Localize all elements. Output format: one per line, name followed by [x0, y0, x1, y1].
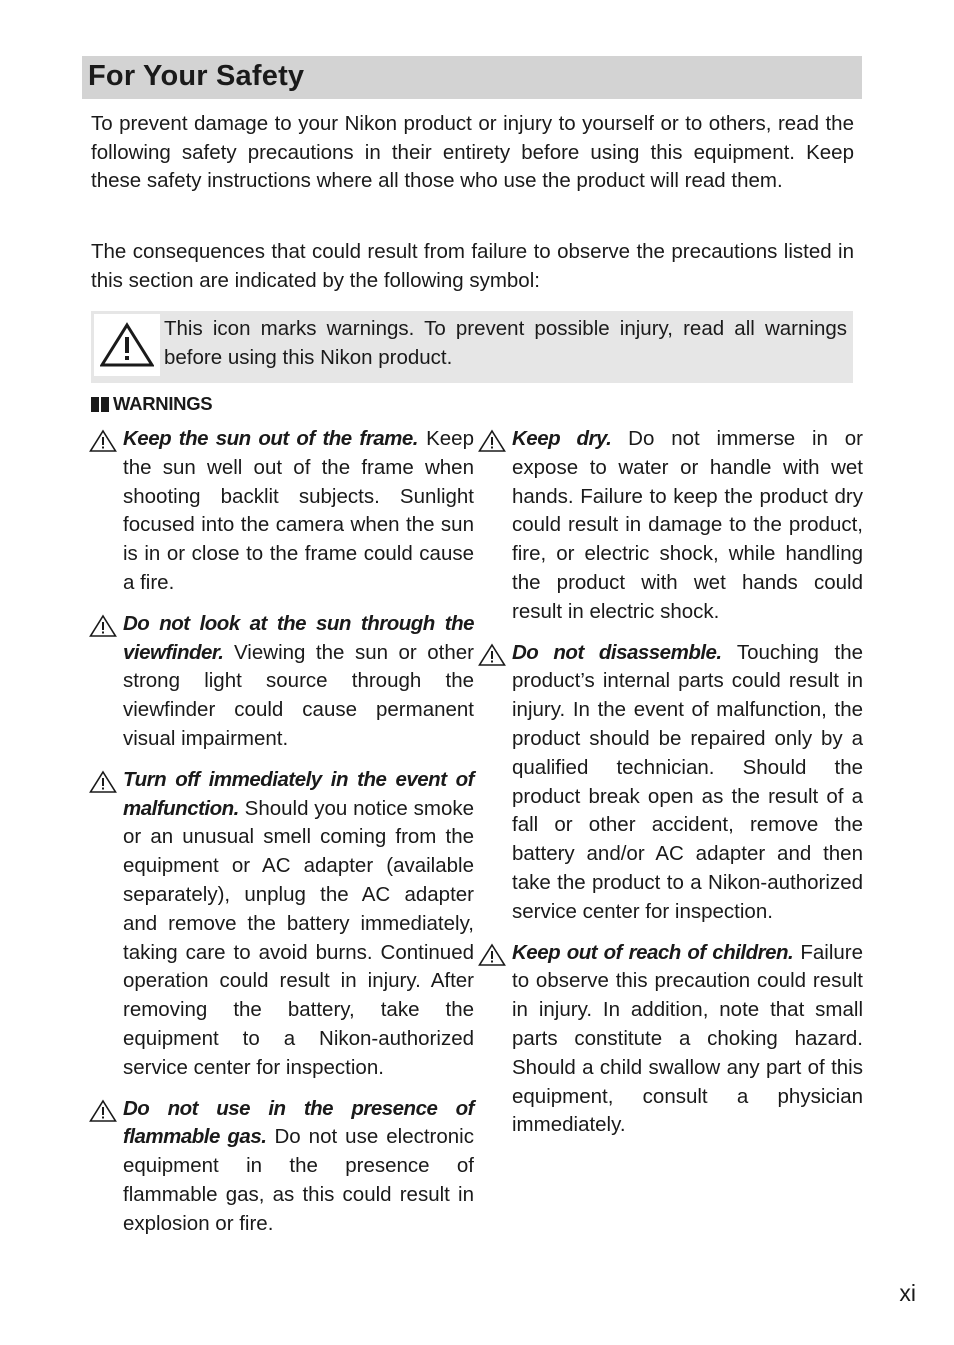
symbol-explanation-paragraph: The consequences that could result from failure to observe the precautions listed in this section are indicated by the following symbol: — [91, 240, 854, 292]
warning-triangle-icon — [89, 429, 117, 453]
warning-body: Viewing the sun or other strong light source through the viewfinder could cause permanent visual impairment. — [123, 640, 474, 750]
warnings-heading-label: WARNINGS — [113, 393, 213, 414]
callout-text: This icon marks warnings. To prevent possible injury, read all warnings before using this Nikon product. — [164, 317, 847, 369]
warning-triangle-icon — [478, 943, 506, 967]
warning-triangle-icon — [89, 770, 117, 794]
warning-item — [89, 1095, 474, 1239]
warning-body: Should you notice smoke or an unusual smell coming from the equipment or AC adapter (available separately), unplug the AC adapter and remove the battery immediately, taking care to avoid burns. Continued operation could result in injury. After removing the battery, take the equipment to a Nikon-authorized service center for inspection. — [123, 796, 474, 1079]
warning-item — [89, 766, 474, 1083]
warning-body: Do not immerse in or expose to water or handle with wet hands. Failure to keep the product dry could result in damage to the product, fire, or electric shock, while handling the product with wet hands could result in electric shock. — [512, 427, 863, 623]
intro-paragraph: To prevent damage to your Nikon product or injury to yourself or to others, read the following safety precautions in their entirety before using this equipment. Keep these safety instructions where all those who use the product will read them. — [91, 112, 854, 193]
warning-body: Touching the product’s internal parts could result in injury. In the event of malfunction, the product should be repaired only by a qualified technician. Should the product break open as the result of a fall or other accident, remove the battery and/or AC adapter and then take the product to a Nikon-authorized service center for inspection. — [512, 640, 863, 923]
warning-triangle-icon — [478, 643, 506, 667]
warning-item — [478, 939, 863, 1141]
warning-body: Do not use electronic equipment in the presence of flammable gas, as this could result in explosion or fire. — [123, 1125, 474, 1235]
warnings-left-column — [89, 425, 474, 1251]
warning-title: Keep the sun out of the frame. — [123, 427, 418, 450]
warning-triangle-icon — [478, 429, 506, 453]
warning-body: Keep the sun well out of the frame when shooting backlit subjects. Sunlight focused into the camera when the sun is in or close to the frame could cause a fire. — [123, 427, 474, 594]
section-title-bar — [82, 56, 862, 99]
warning-triangle-icon — [94, 314, 160, 376]
section-title: For Your Safety — [88, 60, 305, 92]
warning-title: Do not use in the presence of flammable gas. — [123, 1096, 474, 1149]
warning-triangle-icon — [89, 1099, 117, 1123]
warning-title: Keep out of reach of children. — [512, 940, 794, 964]
warning-item — [89, 425, 474, 598]
warning-body: Failure to observe this precaution could result in injury. In addition, note that small parts constitute a choking hazard. Should a child swallow any part of this equipment, consult a physician immediately. — [512, 940, 864, 1137]
warning-title: Keep dry. — [512, 427, 612, 450]
warning-title: Do not look at the sun through the viewfinder. — [123, 611, 474, 664]
warning-triangle-icon — [89, 614, 117, 638]
section-marker-icon — [91, 397, 111, 412]
warning-item — [478, 425, 863, 627]
warnings-right-column — [478, 425, 863, 1152]
warnings-heading — [91, 393, 212, 415]
warning-item — [478, 639, 863, 927]
warning-symbol-callout — [91, 311, 853, 383]
warning-item — [89, 610, 474, 754]
warning-title: Turn off immediately in the event of malfunction. — [123, 767, 474, 820]
warning-title: Do not disassemble. — [512, 640, 722, 664]
page-number: xi — [899, 1280, 916, 1306]
